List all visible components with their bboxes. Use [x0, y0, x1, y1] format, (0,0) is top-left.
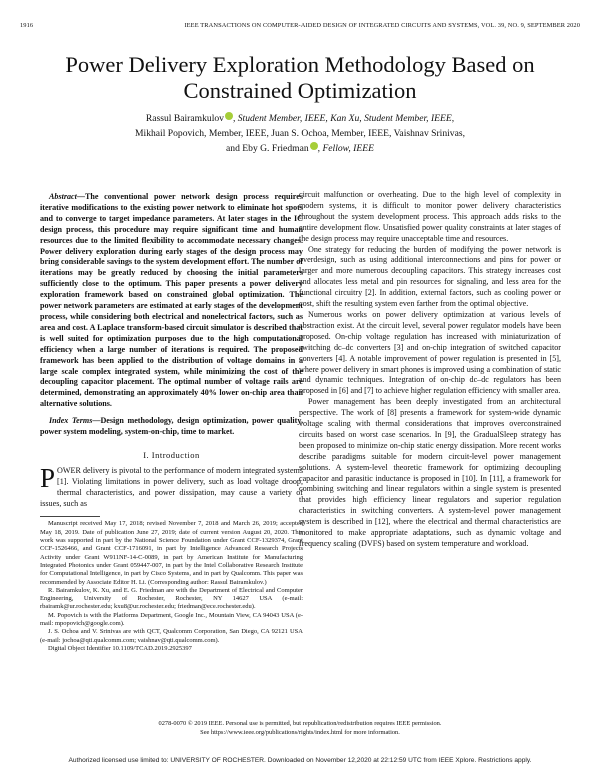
author-line-2: Mikhail Popovich, Member, IEEE, Juan S. Ochoa, Member, IEEE, Vaishnav Srinivas, [135, 128, 465, 139]
footnote: R. Bairamkulov, K. Xu, and E. G. Friedman are with the Department of Electrical and Computer Engineering, University of Rochester, Rochester, NY 14627 USA (e-mail: rbairamk@ur.rochester.edu; kxu8@ur.rochester.edu; friedman@ece.rochester.edu). [40, 586, 303, 611]
abstract [40, 192, 303, 410]
body-paragraph: Power management has been deeply investigated from an architectural perspective. The work of [8] presents a framework for system-wide dynamic voltage scaling with thermal considerations that improves overconstrained circuits based on worst case scenarios. In [9], the GradualSleep strategy has been proposed to minimize on-chip static energy dissipation. More recent works describe paradigms suitable for modern circuit-level power management solutions. A system-level theoretic framework for optimizing decoupling capacitor and parasitic inductance is proposed in [10]. In [11], a framework for combining switching and linear regulators within a single system is presented that provides high efficiency linear regulators and superior regulation characteristics in switching converters. A system-level power management system is described in [12], where the electrical and thermal characteristics are monitored to make appropriate adaptations, such as dynamic voltage and frequency scaling (DVFS) based on system temperature and workload. [299, 397, 561, 548]
author-line-1 [40, 111, 560, 126]
section-heading: I. Introduction [143, 449, 200, 460]
paper-title: Power Delivery Exploration Methodology Based on Constrained Optimization [65, 52, 535, 103]
footnote: Manuscript received May 17, 2018; revised November 7, 2018 and March 26, 2019; accepted May 18, 2019. Date of publication June 27, 2019; date of current version August 20, 2020. This work was supported in part by the National Science Foundation under Grant CCF-1329374, Grant CCF-1526466, and Grant CCF-1716091, in part by Intelligence Advanced Research Projects Activity under Grant W911NF-14-C-0089, in part by American Institute for Manufacturing Integrated Photonics under Grant 059447-007, in part by the Intel Collaborative Research Institute for Computational Intelligence, in part by Cisco Systems, and in part by Qualcomm. This paper was recommended by Associate Editor H. Li. (Corresponding author: Rassul Bairamkulov.) [40, 520, 303, 586]
author-name: Kan Xu, Student Member, IEEE, [330, 113, 455, 124]
author-line-3 [40, 141, 560, 156]
intro-text: OWER delivery is pivotal to the performance of modern integrated systems [1]. Violating limitations in power delivery, such as load voltage droop, thermal characteristics, and power dissipation, may cause a variety of issues, such as [40, 465, 303, 508]
left-column [40, 192, 303, 653]
author-name: Rassul Bairamkulov [145, 113, 224, 124]
body-paragraph: One strategy for reducing the burden of modifying the power network is overdesign, such as using additional interconnections and pins for power or larger and more numerous decoupling capacitors. This strategy increases cost and allocates less metal and pin resources for signaling, and less area for the functional circuitry [2]. In addition, external factors, such as cooling power or cost, shift the resulting system even farther from the optimal objective. [299, 244, 561, 309]
footnote-rule [40, 516, 100, 517]
index-terms-text: —Design methodology, design optimization, power quality, power system modeling, system-on-chip, time to market. [40, 416, 304, 437]
orcid-icon[interactable] [310, 142, 318, 150]
footnote: M. Popovich is with the Platforms Department, Google Inc., Mountain View, CA 94043 USA (e-mail: mpopovich@google.com). [40, 611, 303, 628]
footnotes [40, 520, 303, 653]
body-paragraph: circuit malfunction or overheating. Due to the high level of complexity in modern systems, it is difficult to monitor power delivery characteristics throughout the system development process. This approach adds risks to the entire development flow. Unsatisfied power quality constraints at later stages of the design process may require unacceptable time and resources. [299, 190, 561, 243]
body-paragraph: Numerous works on power delivery optimization at various levels of abstraction exist. At the circuit level, several power regulator models have been proposed. On-chip voltage regulation has increased with miniaturization of switching dc–dc converters [3] and on-chip integration of switched capacitor converters [4]. A notable improvement of power regulation is presented in [5], where power delivery in smart phones is improved using a combination of static and dynamic techniques. Integration of on-chip dc–dc regulators has been proposed in [6] and [7] to achieve higher regulation efficiency with smaller area. [299, 309, 561, 396]
abstract-label: Abstract [49, 192, 77, 201]
page-number: 1916 [20, 22, 34, 29]
intro-paragraph [40, 462, 303, 510]
running-header [20, 22, 580, 34]
copyright-footer [20, 720, 580, 737]
index-terms [40, 416, 303, 438]
rights-link[interactable]: See https://www.ieee.org/publications/rights/index.html for more information. [200, 728, 400, 736]
author-role: , Fellow, IEEE [317, 143, 374, 154]
orcid-icon[interactable] [225, 112, 233, 120]
abstract-text: —The conventional power network design process requires iterative modifications to the existing power network to eliminate hot spots and to converge to target impedance parameters. At later stages in the IC design process, this procedure may require significant time and human resources due to the limited flexibility to accommodate necessary changes. Power delivery exploration during early stages of the design process may bring considerable savings to the system development effort. The number of iterations may be greatly reduced by choosing the initial parameters sufficiently close to the optimum. This paper presents a power delivery exploration framework based on constrained global optimization. The power network parameters are estimated at early stages of the development process, while considering both electrical and nonelectrical factors, such as area and cost. A Laplace transform-based circuit simulator is described that is well suited for optimization purposes due to the high computational efficiency when a large number of iterations is required. The proposed framework has been applied to the distribution of voltage domains in a large scale complex integrated system, while minimizing the cost of the decoupling capacitor placement. The optimal number of voltage rails are determined, demonstrating an approximately 40% lower on-chip area than alternative solutions. [40, 192, 303, 409]
drop-cap: P [40, 462, 56, 493]
right-column [299, 190, 561, 550]
author-list [40, 111, 560, 156]
doi-footnote: Digital Object Identifier 10.1109/TCAD.2019.2925397 [48, 644, 192, 652]
footnote: J. S. Ochoa and V. Srinivas are with QCT, Qualcomm Corporation, San Diego, CA 92121 USA (e-mail: jochoa@qti.qualcomm.com; vaishnav@qti.qualcomm.com). [40, 628, 303, 644]
index-terms-label: Index Terms [49, 416, 93, 426]
author-role: , Student Member, IEEE, [232, 113, 328, 124]
author-name: and Eby G. Friedman [226, 143, 309, 154]
download-notice: Authorized licensed use limited to: UNIVERSITY OF ROCHESTER. Downloaded on November 12,2020 at 22:12:59 UTC from IEEE Xplore. Restrictions apply. [68, 757, 532, 764]
copyright-line: 0278-0070 © 2019 IEEE. Personal use is permitted, but republication/redistribution requires IEEE permission. [158, 720, 442, 727]
journal-header: IEEE TRANSACTIONS ON COMPUTER-AIDED DESIGN OF INTEGRATED CIRCUITS AND SYSTEMS, VOL. 39, NO. 9, SEPTEMBER 2020 [184, 22, 580, 29]
